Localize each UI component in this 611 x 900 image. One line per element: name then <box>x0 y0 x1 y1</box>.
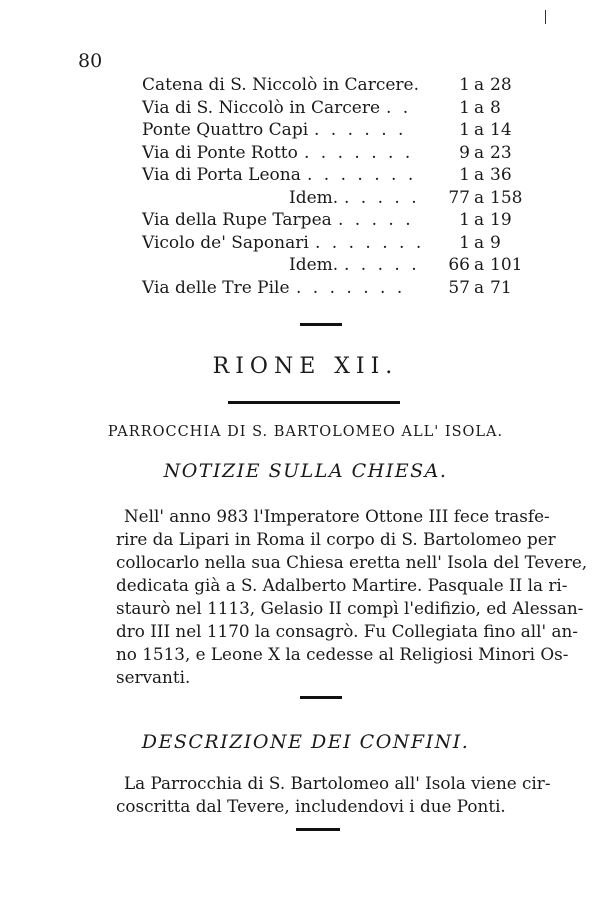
street-entry <box>142 74 542 97</box>
range-from: 57 <box>448 277 470 298</box>
range-a: a <box>474 232 485 253</box>
descrizione-paragraph <box>116 772 566 818</box>
text-line: no 1513, e Leone X la cedesse al Religiosi Minori Os- <box>116 644 569 664</box>
range-to: 28 <box>490 75 512 95</box>
street-list <box>142 74 542 299</box>
divider <box>296 828 340 831</box>
street-name: Via della Rupe Tarpea <box>142 210 332 230</box>
range-to: 101 <box>490 255 523 275</box>
range-to: 158 <box>490 187 523 208</box>
range-a: a <box>474 277 485 298</box>
leader-dots: . . . . . . . <box>315 232 425 253</box>
rione-title: RIONE XII. <box>212 354 399 379</box>
range-to: 23 <box>490 142 512 163</box>
leader-dots: . . . . . . . <box>307 165 417 185</box>
leader-dots: . . <box>386 97 412 118</box>
range-a: a <box>474 255 485 275</box>
range-a: a <box>474 120 485 140</box>
street-name: Via di S. Niccolò in Carcere <box>142 97 381 118</box>
text-line: coscritta dal Tevere, includendovi i due Ponti. <box>116 796 506 816</box>
range-a: a <box>474 75 485 95</box>
text-line: staurò nel 1113, Gelasio II compì l'edifizio, ed Alessan- <box>116 598 584 618</box>
street-name: Catena di S. Niccolò in Carcere. <box>142 75 419 95</box>
text-line: collocarlo nella sua Chiesa eretta nell' Isola del Tevere, <box>116 552 588 572</box>
street-entry <box>142 254 542 277</box>
divider <box>300 323 342 326</box>
street-entry <box>142 277 542 300</box>
range-to: 36 <box>490 165 512 185</box>
range-to: 14 <box>490 120 512 140</box>
range-from: 1 <box>459 97 470 118</box>
range-from: 1 <box>459 120 470 140</box>
street-entry <box>142 187 542 210</box>
range-from: 77 <box>448 187 470 208</box>
range-a: a <box>474 97 485 118</box>
range-from: 1 <box>459 75 470 95</box>
range-a: a <box>474 187 485 208</box>
leader-dots: . . . . . . <box>314 120 407 140</box>
street-entry <box>142 232 542 255</box>
text-line: La Parrocchia di S. Bartolomeo all' Isola viene cir- <box>124 773 551 793</box>
leader-dots: . . . . . <box>344 187 420 208</box>
leader-dots: . . . . . <box>338 210 414 230</box>
range-to: 8 <box>490 97 501 118</box>
street-entry <box>142 142 542 165</box>
range-from: 9 <box>459 142 470 163</box>
street-name: Vicolo de' Saponari <box>142 232 309 253</box>
text-line: servanti. <box>116 667 191 687</box>
text-line: Nell' anno 983 l'Imperatore Ottone III fece trasfe- <box>124 506 550 526</box>
street-name: Ponte Quattro Capi <box>142 120 309 140</box>
range-from: 1 <box>459 232 470 253</box>
range-from: 1 <box>459 165 470 185</box>
street-entry <box>142 97 542 120</box>
notizie-paragraph <box>116 505 588 689</box>
range-a: a <box>474 142 485 163</box>
text-line: dro III nel 1170 la consagrò. Fu Collegiata fino all' an- <box>116 621 578 641</box>
range-from: 66 <box>448 255 470 275</box>
street-name: Via delle Tre Pile <box>142 277 290 298</box>
parish-title: PARROCCHIA DI S. BARTOLOMEO ALL' ISOLA. <box>107 424 504 440</box>
street-entry <box>142 209 542 232</box>
range-to: 71 <box>490 277 512 298</box>
range-to: 19 <box>490 210 512 230</box>
text-line: rire da Lipari in Roma il corpo di S. Bartolomeo per <box>116 529 556 549</box>
range-to: 9 <box>490 232 501 253</box>
street-entry <box>142 164 542 187</box>
range-from: 1 <box>459 210 470 230</box>
page-number: 80 <box>78 50 103 72</box>
street-name: Idem. <box>289 255 339 275</box>
divider <box>300 696 342 699</box>
leader-dots: . . . . . <box>344 255 420 275</box>
divider <box>228 401 400 404</box>
street-name: Via di Porta Leona <box>142 165 301 185</box>
leader-dots: . . . . . . . <box>304 142 414 163</box>
street-entry <box>142 119 542 142</box>
margin-mark <box>545 10 546 24</box>
descrizione-heading: DESCRIZIONE DEI CONFINI. <box>141 731 470 753</box>
text-line: dedicata già a S. Adalberto Martire. Pasquale II la ri- <box>116 575 568 595</box>
range-a: a <box>474 210 485 230</box>
street-name: Via di Ponte Rotto <box>142 142 298 163</box>
range-a: a <box>474 165 485 185</box>
leader-dots: . . . . . . . <box>296 277 406 298</box>
notizie-heading: NOTIZIE SULLA CHIESA. <box>163 460 448 482</box>
street-name: Idem. <box>289 187 339 208</box>
